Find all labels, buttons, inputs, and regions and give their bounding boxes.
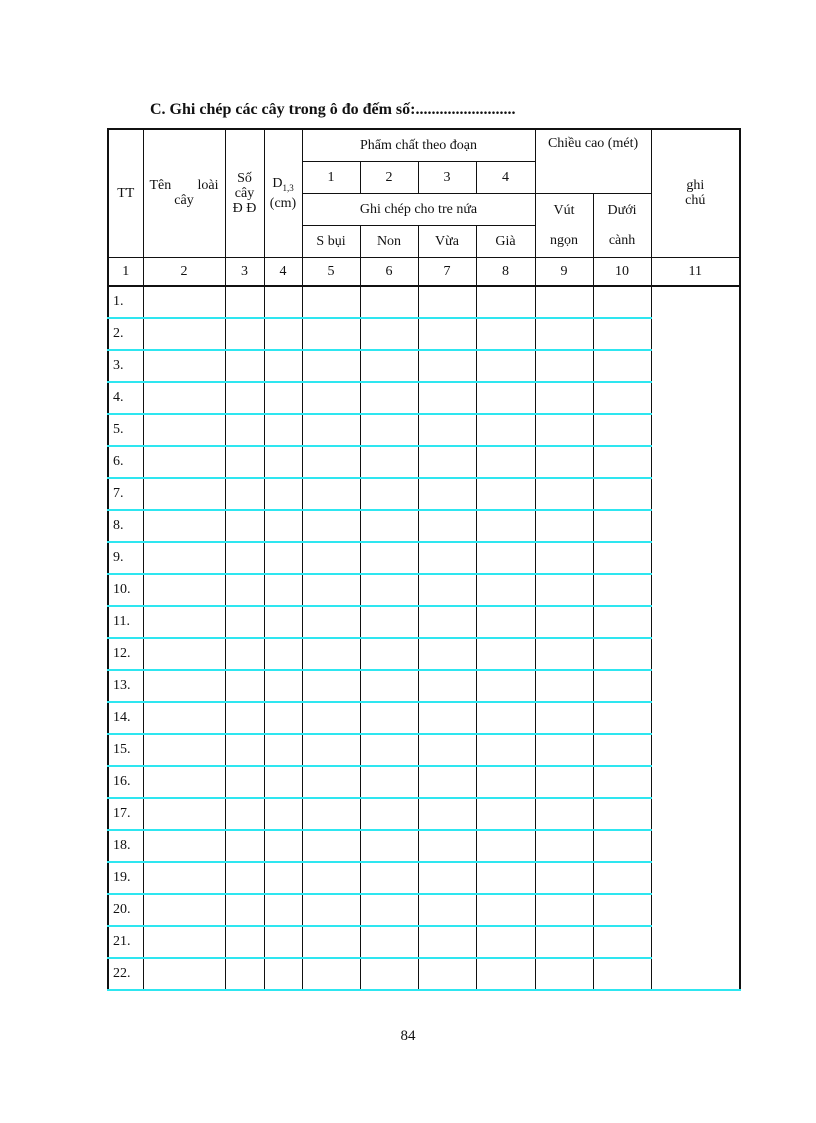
entry-cell[interactable] bbox=[360, 414, 418, 446]
note-cell[interactable] bbox=[651, 670, 740, 702]
row-number: 2. bbox=[108, 318, 143, 350]
entry-cell[interactable] bbox=[143, 766, 225, 798]
column-number: 9 bbox=[535, 257, 593, 286]
entry-cell[interactable] bbox=[143, 542, 225, 574]
entry-cell[interactable] bbox=[225, 286, 264, 318]
entry-cell[interactable] bbox=[593, 382, 651, 414]
entry-cell[interactable] bbox=[535, 830, 593, 862]
entry-cell[interactable] bbox=[476, 318, 535, 350]
entry-cell[interactable] bbox=[593, 862, 651, 894]
note-cell[interactable] bbox=[651, 734, 740, 766]
entry-cell[interactable] bbox=[535, 958, 593, 990]
row-number: 4. bbox=[108, 382, 143, 414]
entry-cell[interactable] bbox=[143, 382, 225, 414]
entry-cell[interactable] bbox=[360, 958, 418, 990]
entry-cell[interactable] bbox=[264, 510, 302, 542]
entry-cell[interactable] bbox=[302, 798, 360, 830]
entry-cell[interactable] bbox=[143, 286, 225, 318]
entry-cell[interactable] bbox=[302, 894, 360, 926]
table-row bbox=[108, 414, 740, 446]
entry-cell[interactable] bbox=[593, 958, 651, 990]
entry-cell[interactable] bbox=[302, 830, 360, 862]
entry-cell[interactable] bbox=[476, 958, 535, 990]
row-number: 16. bbox=[108, 766, 143, 798]
entry-cell[interactable] bbox=[302, 574, 360, 606]
row-number: 1. bbox=[108, 286, 143, 318]
entry-cell[interactable] bbox=[264, 606, 302, 638]
entry-cell[interactable] bbox=[302, 702, 360, 734]
entry-cell[interactable] bbox=[225, 670, 264, 702]
entry-cell[interactable] bbox=[264, 894, 302, 926]
entry-cell[interactable] bbox=[264, 542, 302, 574]
entry-cell[interactable] bbox=[418, 670, 476, 702]
entry-cell[interactable] bbox=[264, 286, 302, 318]
table-row bbox=[108, 798, 740, 830]
entry-cell[interactable] bbox=[302, 926, 360, 958]
entry-cell[interactable] bbox=[225, 702, 264, 734]
entry-cell[interactable] bbox=[360, 350, 418, 382]
entry-cell[interactable] bbox=[418, 350, 476, 382]
entry-cell[interactable] bbox=[264, 734, 302, 766]
entry-cell[interactable] bbox=[225, 510, 264, 542]
entry-cell[interactable] bbox=[264, 478, 302, 510]
entry-cell[interactable] bbox=[593, 574, 651, 606]
entry-cell[interactable] bbox=[476, 574, 535, 606]
table-row bbox=[108, 702, 740, 734]
entry-cell[interactable] bbox=[302, 510, 360, 542]
entry-cell[interactable] bbox=[535, 446, 593, 478]
entry-cell[interactable] bbox=[418, 766, 476, 798]
entry-cell[interactable] bbox=[225, 318, 264, 350]
note-cell[interactable] bbox=[651, 382, 740, 414]
entry-cell[interactable] bbox=[302, 542, 360, 574]
column-number: 11 bbox=[651, 257, 740, 286]
note-cell[interactable] bbox=[651, 798, 740, 830]
entry-cell[interactable] bbox=[143, 606, 225, 638]
note-cell[interactable] bbox=[651, 478, 740, 510]
entry-cell[interactable] bbox=[593, 670, 651, 702]
entry-cell[interactable] bbox=[476, 446, 535, 478]
table-row bbox=[108, 606, 740, 638]
table-row bbox=[108, 638, 740, 670]
entry-cell[interactable] bbox=[593, 446, 651, 478]
entry-cell[interactable] bbox=[264, 414, 302, 446]
table-row bbox=[108, 574, 740, 606]
header-quality-group: Phẩm chất theo đoạn bbox=[302, 129, 535, 161]
entry-cell[interactable] bbox=[593, 350, 651, 382]
note-cell[interactable] bbox=[651, 862, 740, 894]
entry-cell[interactable] bbox=[143, 734, 225, 766]
entry-cell[interactable] bbox=[264, 702, 302, 734]
entry-cell[interactable] bbox=[418, 446, 476, 478]
entry-cell[interactable] bbox=[593, 638, 651, 670]
entry-cell[interactable] bbox=[418, 862, 476, 894]
note-cell[interactable] bbox=[651, 318, 740, 350]
table-row bbox=[108, 350, 740, 382]
entry-cell[interactable] bbox=[264, 830, 302, 862]
note-cell[interactable] bbox=[651, 958, 740, 990]
entry-cell[interactable] bbox=[143, 574, 225, 606]
header-bamboo-medium: Vừa bbox=[418, 225, 476, 257]
note-cell[interactable] bbox=[651, 286, 740, 318]
entry-cell[interactable] bbox=[143, 510, 225, 542]
entry-cell[interactable] bbox=[535, 286, 593, 318]
column-number: 10 bbox=[593, 257, 651, 286]
entry-cell[interactable] bbox=[225, 382, 264, 414]
entry-cell[interactable] bbox=[360, 894, 418, 926]
table-row bbox=[108, 862, 740, 894]
section-title: C. Ghi chép các cây trong ô đo đếm số:......................... bbox=[150, 101, 516, 118]
entry-cell[interactable] bbox=[302, 446, 360, 478]
entry-cell[interactable] bbox=[593, 766, 651, 798]
entry-cell[interactable] bbox=[418, 510, 476, 542]
note-cell[interactable] bbox=[651, 702, 740, 734]
table-row bbox=[108, 670, 740, 702]
row-number: 5. bbox=[108, 414, 143, 446]
entry-cell[interactable] bbox=[360, 382, 418, 414]
entry-cell[interactable] bbox=[264, 350, 302, 382]
entry-cell[interactable] bbox=[593, 318, 651, 350]
entry-cell[interactable] bbox=[302, 734, 360, 766]
row-number: 13. bbox=[108, 670, 143, 702]
note-cell[interactable] bbox=[651, 830, 740, 862]
entry-cell[interactable] bbox=[535, 542, 593, 574]
entry-cell[interactable] bbox=[593, 798, 651, 830]
entry-cell[interactable] bbox=[360, 318, 418, 350]
entry-cell[interactable] bbox=[225, 958, 264, 990]
entry-cell[interactable] bbox=[418, 286, 476, 318]
table-row bbox=[108, 286, 740, 318]
table-row bbox=[108, 766, 740, 798]
entry-cell[interactable] bbox=[418, 574, 476, 606]
entry-cell[interactable] bbox=[535, 318, 593, 350]
entry-cell[interactable] bbox=[476, 638, 535, 670]
entry-cell[interactable] bbox=[418, 606, 476, 638]
column-number: 6 bbox=[360, 257, 418, 286]
entry-cell[interactable] bbox=[143, 446, 225, 478]
entry-cell[interactable] bbox=[593, 830, 651, 862]
entry-cell[interactable] bbox=[535, 350, 593, 382]
entry-cell[interactable] bbox=[535, 862, 593, 894]
entry-cell[interactable] bbox=[476, 478, 535, 510]
entry-cell[interactable] bbox=[302, 414, 360, 446]
entry-cell[interactable] bbox=[143, 414, 225, 446]
entry-cell[interactable] bbox=[302, 766, 360, 798]
row-number: 14. bbox=[108, 702, 143, 734]
entry-cell[interactable] bbox=[264, 766, 302, 798]
row-number: 20. bbox=[108, 894, 143, 926]
entry-cell[interactable] bbox=[264, 798, 302, 830]
entry-cell[interactable] bbox=[535, 606, 593, 638]
entry-cell[interactable] bbox=[360, 638, 418, 670]
entry-cell[interactable] bbox=[225, 542, 264, 574]
header-segment-3: 3 bbox=[418, 161, 476, 193]
header-tt: TT bbox=[108, 129, 143, 257]
entry-cell[interactable] bbox=[302, 318, 360, 350]
header-bamboo-old: Già bbox=[476, 225, 535, 257]
row-number: 17. bbox=[108, 798, 143, 830]
entry-cell[interactable] bbox=[418, 478, 476, 510]
table-row bbox=[108, 926, 740, 958]
entry-cell[interactable] bbox=[418, 958, 476, 990]
entry-cell[interactable] bbox=[418, 798, 476, 830]
entry-cell[interactable] bbox=[302, 350, 360, 382]
entry-cell[interactable] bbox=[360, 446, 418, 478]
entry-cell[interactable] bbox=[143, 798, 225, 830]
entry-cell[interactable] bbox=[418, 830, 476, 862]
entry-cell[interactable] bbox=[302, 862, 360, 894]
entry-cell[interactable] bbox=[143, 830, 225, 862]
row-number: 18. bbox=[108, 830, 143, 862]
row-number: 19. bbox=[108, 862, 143, 894]
entry-cell[interactable] bbox=[225, 862, 264, 894]
column-number: 5 bbox=[302, 257, 360, 286]
entry-cell[interactable] bbox=[264, 382, 302, 414]
row-number: 22. bbox=[108, 958, 143, 990]
entry-cell[interactable] bbox=[418, 702, 476, 734]
note-cell[interactable] bbox=[651, 574, 740, 606]
row-number: 15. bbox=[108, 734, 143, 766]
entry-cell[interactable] bbox=[302, 382, 360, 414]
entry-cell[interactable] bbox=[593, 414, 651, 446]
entry-cell[interactable] bbox=[143, 958, 225, 990]
table-row bbox=[108, 830, 740, 862]
header-height-group: Chiều cao (mét) bbox=[535, 129, 651, 193]
entry-cell[interactable] bbox=[143, 926, 225, 958]
entry-cell[interactable] bbox=[143, 702, 225, 734]
note-cell[interactable] bbox=[651, 926, 740, 958]
entry-cell[interactable] bbox=[418, 894, 476, 926]
entry-cell[interactable] bbox=[476, 862, 535, 894]
entry-cell[interactable] bbox=[593, 606, 651, 638]
entry-cell[interactable] bbox=[225, 894, 264, 926]
entry-cell[interactable] bbox=[535, 798, 593, 830]
entry-cell[interactable] bbox=[535, 926, 593, 958]
entry-cell[interactable] bbox=[143, 862, 225, 894]
header-bamboo-clump: S bụi bbox=[302, 225, 360, 257]
entry-cell[interactable] bbox=[360, 574, 418, 606]
entry-cell[interactable] bbox=[476, 734, 535, 766]
entry-cell[interactable] bbox=[264, 862, 302, 894]
header-species: Tên loài cây bbox=[143, 129, 225, 257]
note-cell[interactable] bbox=[651, 542, 740, 574]
header-height-branch: Dưới cành bbox=[593, 193, 651, 257]
entry-cell[interactable] bbox=[264, 446, 302, 478]
note-cell[interactable] bbox=[651, 766, 740, 798]
entry-cell[interactable] bbox=[225, 478, 264, 510]
table-row bbox=[108, 382, 740, 414]
column-number: 4 bbox=[264, 257, 302, 286]
header-tree-count: Số cây Đ Đ bbox=[225, 129, 264, 257]
column-number: 1 bbox=[108, 257, 143, 286]
entry-cell[interactable] bbox=[143, 318, 225, 350]
entry-cell[interactable] bbox=[225, 606, 264, 638]
row-number: 3. bbox=[108, 350, 143, 382]
entry-cell[interactable] bbox=[535, 382, 593, 414]
note-cell[interactable] bbox=[651, 510, 740, 542]
entry-cell[interactable] bbox=[476, 702, 535, 734]
entry-cell[interactable] bbox=[418, 382, 476, 414]
entry-cell[interactable] bbox=[535, 574, 593, 606]
entry-cell[interactable] bbox=[535, 734, 593, 766]
entry-cell[interactable] bbox=[593, 286, 651, 318]
entry-cell[interactable] bbox=[535, 510, 593, 542]
row-number: 7. bbox=[108, 478, 143, 510]
entry-cell[interactable] bbox=[476, 510, 535, 542]
entry-cell[interactable] bbox=[418, 734, 476, 766]
entry-cell[interactable] bbox=[476, 414, 535, 446]
entry-cell[interactable] bbox=[143, 350, 225, 382]
entry-cell[interactable] bbox=[225, 766, 264, 798]
entry-cell[interactable] bbox=[418, 638, 476, 670]
entry-cell[interactable] bbox=[535, 414, 593, 446]
column-number: 8 bbox=[476, 257, 535, 286]
table-row bbox=[108, 958, 740, 990]
column-number: 2 bbox=[143, 257, 225, 286]
entry-cell[interactable] bbox=[264, 958, 302, 990]
entry-cell[interactable] bbox=[476, 798, 535, 830]
row-number: 10. bbox=[108, 574, 143, 606]
note-cell[interactable] bbox=[651, 350, 740, 382]
entry-cell[interactable] bbox=[535, 670, 593, 702]
entry-cell[interactable] bbox=[264, 574, 302, 606]
entry-cell[interactable] bbox=[225, 734, 264, 766]
entry-cell[interactable] bbox=[360, 734, 418, 766]
entry-cell[interactable] bbox=[302, 478, 360, 510]
entry-cell[interactable] bbox=[225, 414, 264, 446]
entry-cell[interactable] bbox=[264, 318, 302, 350]
table-row bbox=[108, 318, 740, 350]
entry-cell[interactable] bbox=[360, 830, 418, 862]
note-cell[interactable] bbox=[651, 606, 740, 638]
entry-cell[interactable] bbox=[302, 670, 360, 702]
entry-cell[interactable] bbox=[418, 318, 476, 350]
entry-cell[interactable] bbox=[535, 478, 593, 510]
entry-cell[interactable] bbox=[302, 606, 360, 638]
entry-cell[interactable] bbox=[476, 926, 535, 958]
table-row bbox=[108, 510, 740, 542]
entry-cell[interactable] bbox=[143, 478, 225, 510]
entry-cell[interactable] bbox=[225, 798, 264, 830]
entry-cell[interactable] bbox=[360, 798, 418, 830]
table-row bbox=[108, 734, 740, 766]
entry-cell[interactable] bbox=[143, 638, 225, 670]
entry-cell[interactable] bbox=[264, 638, 302, 670]
header-segment-2: 2 bbox=[360, 161, 418, 193]
entry-cell[interactable] bbox=[360, 926, 418, 958]
column-number-row bbox=[108, 257, 740, 286]
entry-cell[interactable] bbox=[360, 606, 418, 638]
column-number: 3 bbox=[225, 257, 264, 286]
row-number: 11. bbox=[108, 606, 143, 638]
note-cell[interactable] bbox=[651, 446, 740, 478]
entry-cell[interactable] bbox=[264, 926, 302, 958]
entry-cell[interactable] bbox=[360, 862, 418, 894]
entry-cell[interactable] bbox=[225, 446, 264, 478]
row-number: 12. bbox=[108, 638, 143, 670]
entry-cell[interactable] bbox=[360, 542, 418, 574]
entry-cell[interactable] bbox=[225, 926, 264, 958]
entry-cell[interactable] bbox=[360, 702, 418, 734]
entry-cell[interactable] bbox=[476, 350, 535, 382]
header-diameter: $D_{1,3}$ (cm) bbox=[264, 129, 302, 257]
entry-cell[interactable] bbox=[418, 926, 476, 958]
entry-cell[interactable] bbox=[476, 894, 535, 926]
entry-cell[interactable] bbox=[360, 478, 418, 510]
entry-cell[interactable] bbox=[476, 670, 535, 702]
note-cell[interactable] bbox=[651, 414, 740, 446]
entry-cell[interactable] bbox=[593, 926, 651, 958]
entry-cell[interactable] bbox=[476, 606, 535, 638]
table-row bbox=[108, 894, 740, 926]
entry-cell[interactable] bbox=[476, 382, 535, 414]
tree-record-table bbox=[107, 128, 741, 991]
entry-cell[interactable] bbox=[225, 350, 264, 382]
entry-cell[interactable] bbox=[302, 958, 360, 990]
header-bamboo-group: Ghi chép cho tre nứa bbox=[302, 193, 535, 225]
entry-cell[interactable] bbox=[360, 766, 418, 798]
entry-cell[interactable] bbox=[593, 702, 651, 734]
table-row bbox=[108, 478, 740, 510]
note-cell[interactable] bbox=[651, 638, 740, 670]
entry-cell[interactable] bbox=[360, 670, 418, 702]
row-number: 9. bbox=[108, 542, 143, 574]
entry-cell[interactable] bbox=[302, 286, 360, 318]
entry-cell[interactable] bbox=[264, 670, 302, 702]
entry-cell[interactable] bbox=[360, 286, 418, 318]
entry-cell[interactable] bbox=[360, 510, 418, 542]
header-segment-4: 4 bbox=[476, 161, 535, 193]
entry-cell[interactable] bbox=[225, 830, 264, 862]
entry-cell[interactable] bbox=[302, 638, 360, 670]
header-segment-1: 1 bbox=[302, 161, 360, 193]
entry-cell[interactable] bbox=[418, 414, 476, 446]
row-number: 6. bbox=[108, 446, 143, 478]
entry-cell[interactable] bbox=[476, 830, 535, 862]
entry-cell[interactable] bbox=[535, 894, 593, 926]
entry-cell[interactable] bbox=[593, 734, 651, 766]
entry-cell[interactable] bbox=[476, 766, 535, 798]
header-height-top: Vút ngọn bbox=[535, 193, 593, 257]
entry-cell[interactable] bbox=[143, 894, 225, 926]
entry-cell[interactable] bbox=[143, 670, 225, 702]
entry-cell[interactable] bbox=[418, 542, 476, 574]
header-bamboo-young: Non bbox=[360, 225, 418, 257]
entry-cell[interactable] bbox=[225, 638, 264, 670]
entry-cell[interactable] bbox=[593, 478, 651, 510]
entry-cell[interactable] bbox=[535, 638, 593, 670]
row-number: 21. bbox=[108, 926, 143, 958]
entry-cell[interactable] bbox=[593, 510, 651, 542]
entry-cell[interactable] bbox=[535, 766, 593, 798]
table-row bbox=[108, 542, 740, 574]
entry-cell[interactable] bbox=[476, 286, 535, 318]
page-number: 84 bbox=[400, 1028, 416, 1044]
column-number: 7 bbox=[418, 257, 476, 286]
row-number: 8. bbox=[108, 510, 143, 542]
entry-cell[interactable] bbox=[225, 574, 264, 606]
table-row bbox=[108, 446, 740, 478]
entry-cell[interactable] bbox=[535, 702, 593, 734]
entry-cell[interactable] bbox=[593, 542, 651, 574]
note-cell[interactable] bbox=[651, 894, 740, 926]
entry-cell[interactable] bbox=[476, 542, 535, 574]
entry-cell[interactable] bbox=[593, 894, 651, 926]
header-note: ghi chú bbox=[651, 129, 740, 257]
